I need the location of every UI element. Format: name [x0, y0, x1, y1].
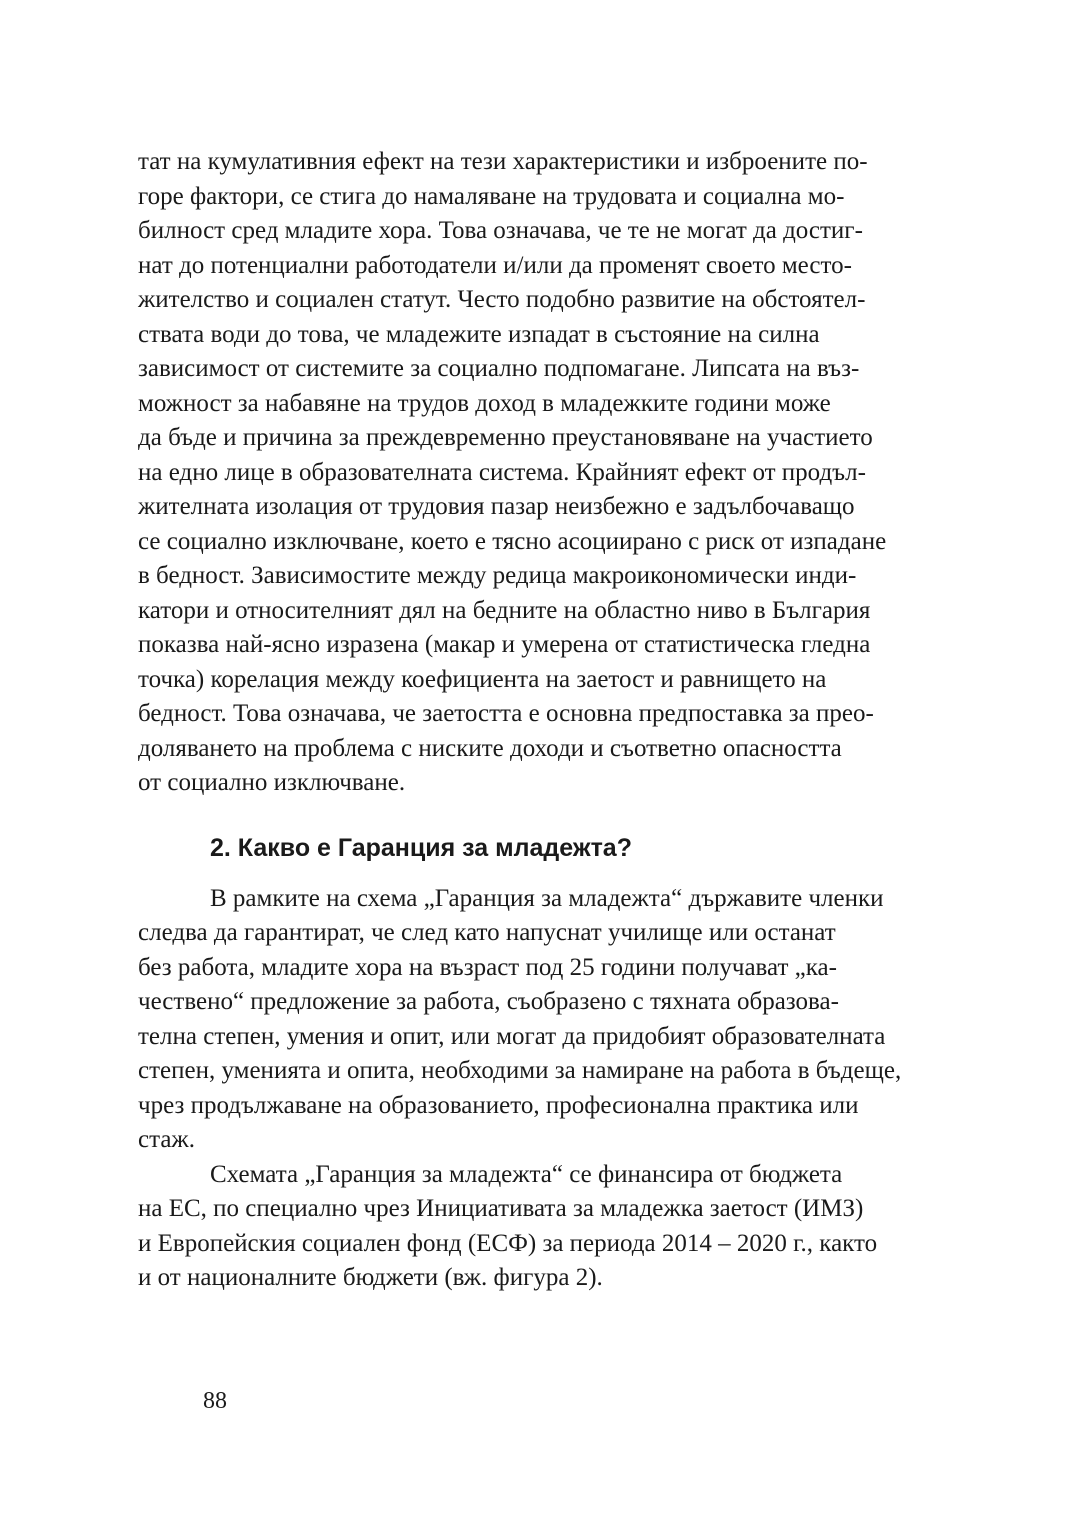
text-line: зависимост от системите за социално подпомагане. Липсата на въз- — [138, 355, 860, 382]
text-line: жителство и социален статут. Често подобно развитие на обстоятел- — [138, 286, 866, 313]
text-line: точка) корелация между коефициента на заетост и равнището на — [138, 666, 827, 693]
text-line: жителната изолация от трудовия пазар неизбежно е задълбочаващо — [138, 493, 855, 520]
text-line: доляването на проблема с ниските доходи и съответно опасността — [138, 735, 842, 762]
text-line: се социално изключване, което е тясно асоциирано с риск от изпадане — [138, 528, 887, 555]
page-number: 88 — [203, 1388, 227, 1414]
text-line: В рамките на схема „Гаранция за младежта“ държавите членки — [210, 885, 884, 912]
text-line: чествено“ предложение за работа, съобразено с тяхната образова- — [138, 988, 839, 1015]
text-line: горе фактори, се стига до намаляване на трудовата и социална мо- — [138, 183, 845, 210]
text-line: бедност. Това означава, че заетостта е основна предпоставка за прео- — [138, 700, 874, 727]
text-line: на едно лице в образователната система. Крайният ефект от продъл- — [138, 459, 866, 486]
text-line: стаж. — [138, 1126, 195, 1153]
section-heading: 2. Какво е Гаранция за младежта? — [210, 834, 632, 862]
text-line: на ЕС, по специално чрез Инициативата за младежка заетост (ИМЗ) — [138, 1195, 864, 1222]
text-line: в бедност. Зависимостите между редица макроикономически инди- — [138, 562, 857, 589]
text-line: следва да гарантират, че след като напуснат училище или останат — [138, 919, 836, 946]
text-line: катори и относителният дял на бедните на областно ниво в България — [138, 597, 871, 624]
text-line: да бъде и причина за преждевременно преустановяване на участието — [138, 424, 873, 451]
text-line: чрез продължаване на образованието, професионална практика или — [138, 1092, 859, 1119]
text-line: можност за набавяне на трудов доход в младежките години може — [138, 390, 831, 417]
text-line: нат до потенциални работодатели и/или да променят своето место- — [138, 252, 852, 279]
text-line: тат на кумулативния ефект на тези характеристики и изброените по- — [138, 148, 868, 175]
text-line: показва най-ясно изразена (макар и умерена от статистическа гледна — [138, 631, 871, 658]
text-line: без работа, младите хора на възраст под 25 години получават „ка- — [138, 954, 837, 981]
text-line: от социално изключване. — [138, 769, 406, 796]
text-line: телна степен, умения и опит, или могат да придобият образователната — [138, 1023, 886, 1050]
text-line: билност сред младите хора. Това означава, че те не могат да достиг- — [138, 217, 863, 244]
text-line: ствата води до това, че младежите изпадат в състояние на силна — [138, 321, 820, 348]
text-line: Схемата „Гаранция за младежта“ се финансира от бюджета — [210, 1161, 843, 1188]
text-line: и Европейския социален фонд (ЕСФ) за периода 2014 – 2020 г., както — [138, 1230, 878, 1257]
text-line: степен, уменията и опита, необходими за намиране на работа в бъдеще, — [138, 1057, 902, 1084]
text-line: и от националните бюджети (вж. фигура 2). — [138, 1264, 603, 1291]
